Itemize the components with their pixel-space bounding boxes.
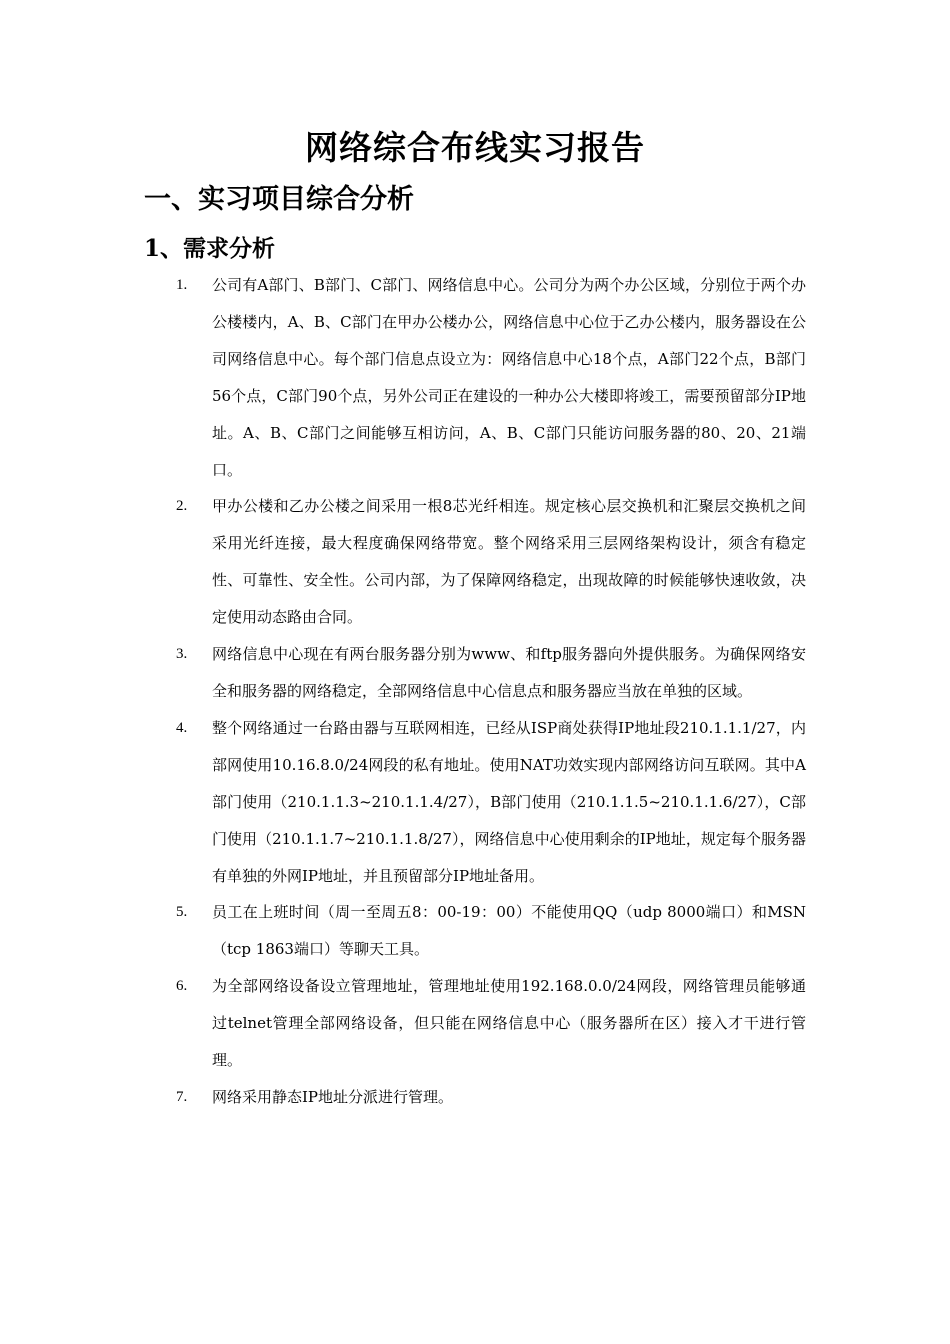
list-item (0, 636, 950, 710)
list-item-text: 公司有A部门、B部门、C部门、网络信息中心。公司分为两个办公区域，分别位于两个办公楼楼内，A、B、C部门在甲办公楼办公，网络信息中心位于乙办公楼内，服务器设在公司网络信息中心。每个部门信息点设立为：网络信息中心18个点，A部门22个点，B部门56个点，C部门90个点，另外公司正在建设的一种办公大楼即将竣工，需要预留部分IP地址。A、B、C部门之间能够互相访问，A、B、C部门只能访问服务器的80、20、21端口。 (212, 276, 806, 479)
list-item (0, 1079, 950, 1116)
list-item-text: 为全部网络设备设立管理地址，管理地址使用192.168.0.0/24网段，网络管理员能够通过telnet管理全部网络设备，但只能在网络信息中心（服务器所在区）接入才干进行管理。 (212, 977, 806, 1070)
list-item-number: 7. (176, 1088, 188, 1105)
list-item-text: 网络采用静态IP地址分派进行管理。 (212, 1087, 454, 1106)
list-item-text: 网络信息中心现在有两台服务器分别为www、和ftp服务器向外提供服务。为确保网络安全和服务器的网络稳定，全部网络信息中心信息点和服务器应当放在单独的区域。 (212, 645, 806, 700)
list-item-number: 3. (176, 646, 188, 663)
list-item-text: 甲办公楼和乙办公楼之间采用一根8芯光纤相连。规定核心层交换机和汇聚层交换机之间采用光纤连接，最大程度确保网络带宽。整个网络采用三层网络架构设计，须含有稳定性、可靠性、安全性。公司内部，为了保障网络稳定，出现故障的时候能够快速收敛，决定使用动态路由合同。 (212, 497, 806, 627)
list-item (0, 894, 950, 968)
document-title: 网络综合布线实习报告 (305, 128, 645, 167)
list-item (0, 968, 950, 1079)
list-item-number: 1. (176, 277, 188, 293)
section-heading: 一、实习项目综合分析 (144, 184, 414, 215)
sub-heading: 1、需求分析 (144, 235, 276, 262)
requirements-list (0, 267, 950, 1116)
list-item-number: 2. (176, 498, 188, 515)
list-item-text: 整个网络通过一台路由器与互联网相连，已经从ISP商处获得IP地址段210.1.1.1/27，内部网使用10.16.8.0/24网段的私有地址。使用NAT功效实现内部网络访问互联网。其中A部门使用（210.1.1.3~210.1.1.4/27），B部门使用（210.1.1.5~210.1.1.6/27），C部门使用（210.1.1.7~210.1.1.8/27），网络信息中心使用剩余的IP地址，规定每个服务器有单独的外网IP地址，并且预留部分IP地址备用。 (212, 718, 806, 885)
list-item-number: 6. (176, 978, 188, 995)
list-item-number: 4. (176, 719, 188, 736)
list-item (0, 488, 950, 636)
list-item-number: 5. (176, 904, 188, 921)
list-item (0, 710, 950, 895)
list-item (0, 267, 950, 488)
list-item-text: 员工在上班时间（周一至周五8：00-19：00）不能使用QQ（udp 8000端口）和MSN（tcp 1863端口）等聊天工具。 (212, 903, 806, 959)
